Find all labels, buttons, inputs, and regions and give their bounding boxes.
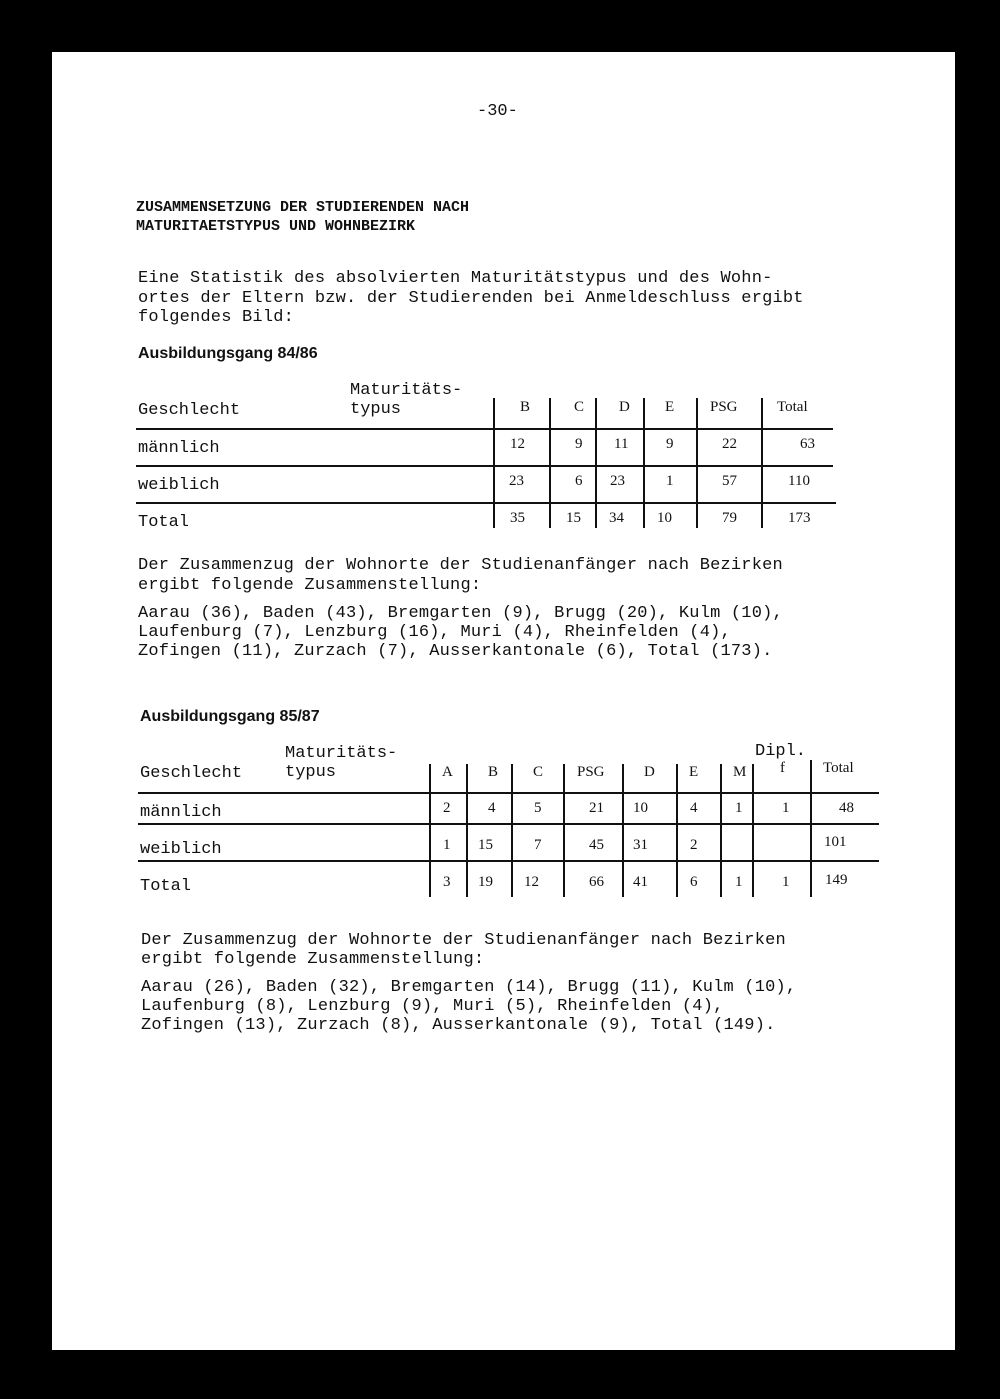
table1-col-e: E <box>665 399 675 415</box>
table2-cell: 1 <box>782 874 790 890</box>
summary2-line-3: Aarau (26), Baden (32), Bremgarten (14), Brugg (11), Kulm (10), <box>141 978 797 997</box>
table2-cell: 12 <box>524 874 539 890</box>
summary1-line-2: ergibt folgende Zusammenstellung: <box>138 576 482 595</box>
table2-cell: 1 <box>443 837 451 853</box>
table2-divider <box>511 764 513 897</box>
summary2-line-2: ergibt folgende Zusammenstellung: <box>141 950 485 969</box>
title-line-2: MATURITAETSTYPUS UND WOHNBEZIRK <box>136 218 416 235</box>
table1-cell: 1 <box>666 473 674 489</box>
table2-rule <box>138 823 879 825</box>
table1-cell: 15 <box>566 510 581 526</box>
table2-row-label: weiblich <box>140 840 222 859</box>
table2-col-a: A <box>442 764 453 780</box>
table1-cell: 10 <box>657 510 672 526</box>
table1-col-c: C <box>574 399 585 415</box>
page-number: -30- <box>477 102 518 121</box>
table2-cell: 31 <box>633 837 648 853</box>
table1-row-label: weiblich <box>138 476 220 495</box>
table1-header-typus-1: Maturitäts- <box>350 381 463 400</box>
summary1-line-5: Zofingen (11), Zurzach (7), Ausserkantonale (6), Total (173). <box>138 642 773 661</box>
table1-col-total: Total <box>777 399 808 415</box>
title-line-1: ZUSAMMENSETZUNG DER STUDIERENDEN NACH <box>136 199 470 216</box>
table2-divider <box>622 764 624 897</box>
table2-rule <box>138 860 879 862</box>
summary1-line-1: Der Zusammenzug der Wohnorte der Studienanfänger nach Bezirken <box>138 556 783 575</box>
table2-cell: 2 <box>690 837 698 853</box>
table1-cell: 12 <box>510 436 525 452</box>
section2-heading: Ausbildungsgang 85/87 <box>140 708 320 725</box>
table1-cell: 79 <box>722 510 737 526</box>
table1-cell: 110 <box>788 473 810 489</box>
table2-col-e: E <box>689 764 699 780</box>
table1-col-b: B <box>520 399 531 415</box>
table1-col-d: D <box>619 399 630 415</box>
table2-divider <box>466 764 468 897</box>
table2-cell: 21 <box>589 800 604 816</box>
table2-header-dipl: Dipl. <box>755 742 807 761</box>
table2-cell: 3 <box>443 874 451 890</box>
table2-cell: 48 <box>839 800 854 816</box>
table2-row-label: männlich <box>140 803 222 822</box>
table1-cell: 35 <box>510 510 525 526</box>
table1-cell: 11 <box>614 436 629 452</box>
table2-cell: 5 <box>534 800 542 816</box>
table1-cell: 6 <box>575 473 583 489</box>
table2-col-d: D <box>644 764 655 780</box>
table2-col-b: B <box>488 764 499 780</box>
table2-cell: 1 <box>735 874 743 890</box>
table2-cell: 10 <box>633 800 648 816</box>
table2-cell: 1 <box>735 800 743 816</box>
intro-line-1: Eine Statistik des absolvierten Maturitätstypus und des Wohn- <box>138 269 773 288</box>
table1-cell: 9 <box>666 436 674 452</box>
table2-divider <box>810 760 812 897</box>
table2-row-label: Total <box>140 877 192 896</box>
intro-line-2: ortes der Eltern bzw. der Studierenden bei Anmeldeschluss ergibt <box>138 289 804 308</box>
table2-divider <box>720 764 722 897</box>
table1-row-label: Total <box>138 513 190 532</box>
document-page <box>52 52 955 1350</box>
table2-cell: 15 <box>478 837 493 853</box>
table2-cell: 101 <box>824 834 847 850</box>
table1-cell: 22 <box>722 436 737 452</box>
table1-cell: 23 <box>610 473 625 489</box>
table2-header-geschlecht: Geschlecht <box>140 764 243 783</box>
table2-divider <box>563 764 565 897</box>
table2-col-psg: PSG <box>577 764 605 780</box>
table1-col-psg: PSG <box>710 399 738 415</box>
table2-col-f: f <box>780 760 785 776</box>
table1-cell: 173 <box>788 510 811 526</box>
summary1-line-4: Laufenburg (7), Lenzburg (16), Muri (4), Rheinfelden (4), <box>138 623 731 642</box>
table2-divider <box>676 764 678 897</box>
summary2-line-4: Laufenburg (8), Lenzburg (9), Muri (5), Rheinfelden (4), <box>141 997 724 1016</box>
intro-line-3: folgendes Bild: <box>138 308 295 327</box>
table2-cell: 41 <box>633 874 648 890</box>
table2-col-total: Total <box>823 760 854 776</box>
table2-cell: 45 <box>589 837 604 853</box>
table2-cell: 4 <box>488 800 496 816</box>
table2-cell: 2 <box>443 800 451 816</box>
table2-cell: 6 <box>690 874 698 890</box>
table1-row-label: männlich <box>138 439 220 458</box>
summary2-line-1: Der Zusammenzug der Wohnorte der Studienanfänger nach Bezirken <box>141 931 786 950</box>
table1-header-typus-2: typus <box>350 400 402 419</box>
section1-heading: Ausbildungsgang 84/86 <box>138 345 318 362</box>
table2-cell: 66 <box>589 874 604 890</box>
summary1-line-3: Aarau (36), Baden (43), Bremgarten (9), Brugg (20), Kulm (10), <box>138 604 783 623</box>
table2-cell: 149 <box>825 872 848 888</box>
table2-header-typus-1: Maturitäts- <box>285 744 398 763</box>
table2-col-m: M <box>733 764 747 780</box>
table1-cell: 63 <box>800 436 815 452</box>
table2-cell: 19 <box>478 874 493 890</box>
table2-rule <box>138 792 879 794</box>
table1-cell: 23 <box>509 473 524 489</box>
table1-cell: 9 <box>575 436 583 452</box>
table2-divider <box>429 764 431 897</box>
table2-cell: 1 <box>782 800 790 816</box>
summary2-line-5: Zofingen (13), Zurzach (8), Ausserkantonale (9), Total (149). <box>141 1016 776 1035</box>
table2-cell: 4 <box>690 800 698 816</box>
table-85-87 <box>52 52 955 1350</box>
table2-header-typus-2: typus <box>285 763 337 782</box>
table2-col-c: C <box>533 764 544 780</box>
table2-cell: 7 <box>534 837 542 853</box>
table1-cell: 57 <box>722 473 737 489</box>
table2-divider <box>752 764 754 897</box>
table1-header-geschlecht: Geschlecht <box>138 401 241 420</box>
table1-cell: 34 <box>609 510 624 526</box>
